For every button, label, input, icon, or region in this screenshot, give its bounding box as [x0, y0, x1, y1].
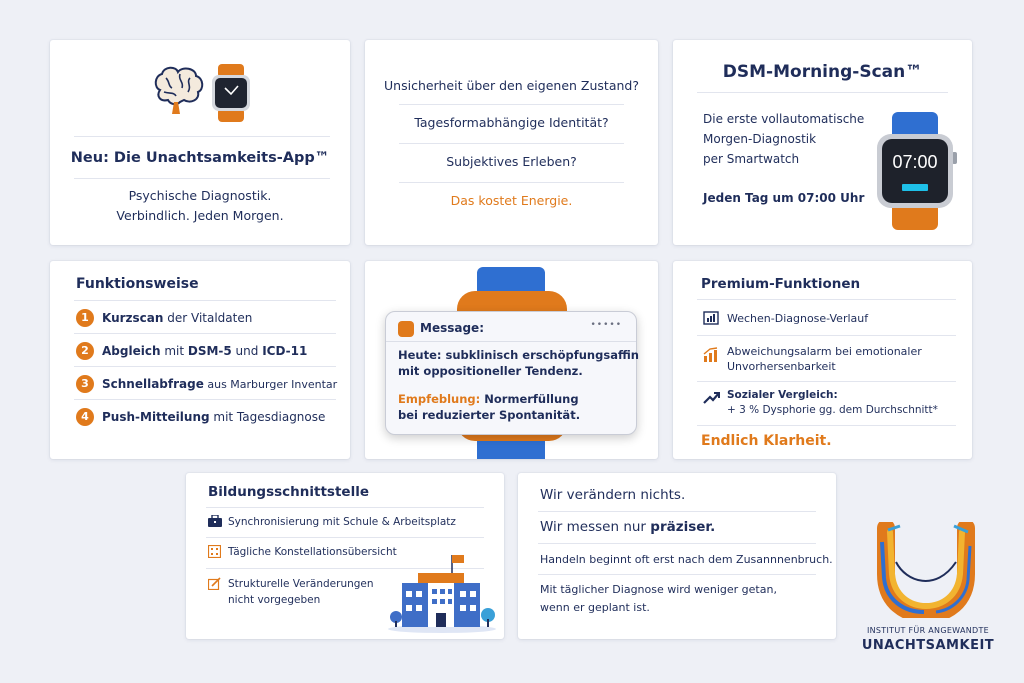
answer-text: Das kostet Energie. — [450, 193, 573, 208]
app-line-2: Verbindlich. Jeden Morgen. — [116, 208, 284, 223]
school-building-icon — [388, 553, 496, 633]
app-line-1: Psychische Diagnostik. — [128, 188, 272, 203]
question-3: Subjektives Erleben? — [446, 154, 577, 169]
statement-line-2: Wir messen nur präziser. — [540, 519, 716, 535]
question-2: Tagesformabhängige Identität? — [414, 115, 609, 130]
briefcase-icon — [208, 515, 222, 527]
watch-time: 07:00 — [892, 152, 938, 172]
message-line-1: Heute: subklinisch erschöpfungsaffin — [398, 348, 639, 362]
institute-logo — [848, 522, 1008, 662]
logo-u-mark — [876, 522, 976, 618]
card-premium — [673, 261, 972, 459]
scan-title: DSM-Morning-Scan™ — [722, 62, 923, 82]
brain-icon — [150, 64, 206, 116]
message-app-icon — [398, 321, 414, 337]
edit-icon — [208, 577, 221, 590]
scan-line-1: Die erste vollautomatische — [703, 112, 865, 126]
step-2: Abgleich mit DSM-5 und ICD-11 — [102, 344, 308, 358]
card-function — [50, 261, 350, 459]
step-3: Schnellabfrage aus Marburger Inventar — [102, 377, 338, 391]
scan-line-2: Morgen-Diagnostik — [703, 132, 817, 146]
education-item-3-line-2: nicht vorgegeben — [228, 594, 321, 606]
message-line-2: mit oppositioneller Tendenz. — [398, 364, 583, 378]
education-item-1: Synchronisierung mit Schule & Arbeitsplatz — [228, 516, 456, 528]
education-title: Bildungsschnittstelle — [208, 484, 369, 500]
premium-item-1: Wechen-Diagnose-Verlauf — [727, 312, 869, 325]
card-app — [50, 40, 350, 245]
notification-popup[interactable] — [385, 311, 637, 435]
scan-line-3: per Smartwatch — [703, 152, 800, 166]
education-item-3-line-1: Strukturelle Veränderungen — [228, 578, 374, 590]
card-education — [186, 473, 504, 639]
premium-footer: Endlich Klarheit. — [701, 433, 832, 449]
statement-line-3: Handeln beginnt oft erst nach dem Zusannnenbruch. — [540, 553, 833, 566]
message-recommendation-1: Empfeblung: Normerfüllung — [398, 392, 579, 406]
logo-line-1: INSTITUT FÜR ANGEWANDTE — [866, 626, 990, 635]
card-message — [365, 261, 658, 459]
step-number-2: 2 — [76, 342, 94, 360]
card-statement — [518, 473, 836, 639]
step-number-3: 3 — [76, 375, 94, 393]
scan-schedule: Jeden Tag um 07:00 Uhr — [703, 191, 865, 205]
education-item-2: Tägliche Konstellationsübersicht — [228, 546, 397, 558]
message-header: Message: — [420, 321, 484, 335]
smartwatch-large-icon — [875, 112, 957, 230]
statement-line-1: Wir verändern nichts. — [540, 487, 686, 503]
premium-title: Premium-Funktionen — [701, 276, 861, 292]
step-number-4: 4 — [76, 408, 94, 426]
premium-item-3-value: + 3 % Dysphorie gg. dem Durchschnitt* — [727, 404, 938, 416]
logo-line-2: UNACHTSAMKEIT — [861, 638, 995, 653]
premium-item-2-line-1: Abweichungsalarm bei emotionaler — [727, 345, 922, 358]
card-scan — [673, 40, 972, 245]
premium-item-2-line-2: Unvorhersenbarkeit — [727, 360, 836, 373]
message-more-icon[interactable]: ••••• — [590, 320, 622, 330]
step-4: Push-Mitteilung mit Tagesdiagnose — [102, 410, 326, 424]
premium-item-3-title: Sozialer Vergleich: — [727, 389, 838, 401]
question-1: Unsicherheit über den eigenen Zustand? — [384, 78, 639, 93]
smartwatch-icon — [210, 64, 252, 122]
app-title: Neu: Die Unachtsamkeits-App™ — [70, 150, 330, 166]
alert-chart-icon — [703, 347, 719, 363]
calendar-icon — [208, 545, 221, 558]
function-title: Funktionsweise — [76, 276, 199, 292]
trend-arrow-icon — [703, 391, 721, 405]
message-recommendation-2: bei reduzierter Spontanität. — [398, 408, 581, 422]
chart-icon — [703, 311, 719, 325]
statement-line-4: Mit täglicher Diagnose wird weniger getan, — [540, 583, 777, 596]
step-1: Kurzscan der Vitaldaten — [102, 311, 253, 325]
statement-line-5: wenn er geplant ist. — [540, 601, 650, 614]
step-number-1: 1 — [76, 309, 94, 327]
card-questions — [365, 40, 658, 245]
